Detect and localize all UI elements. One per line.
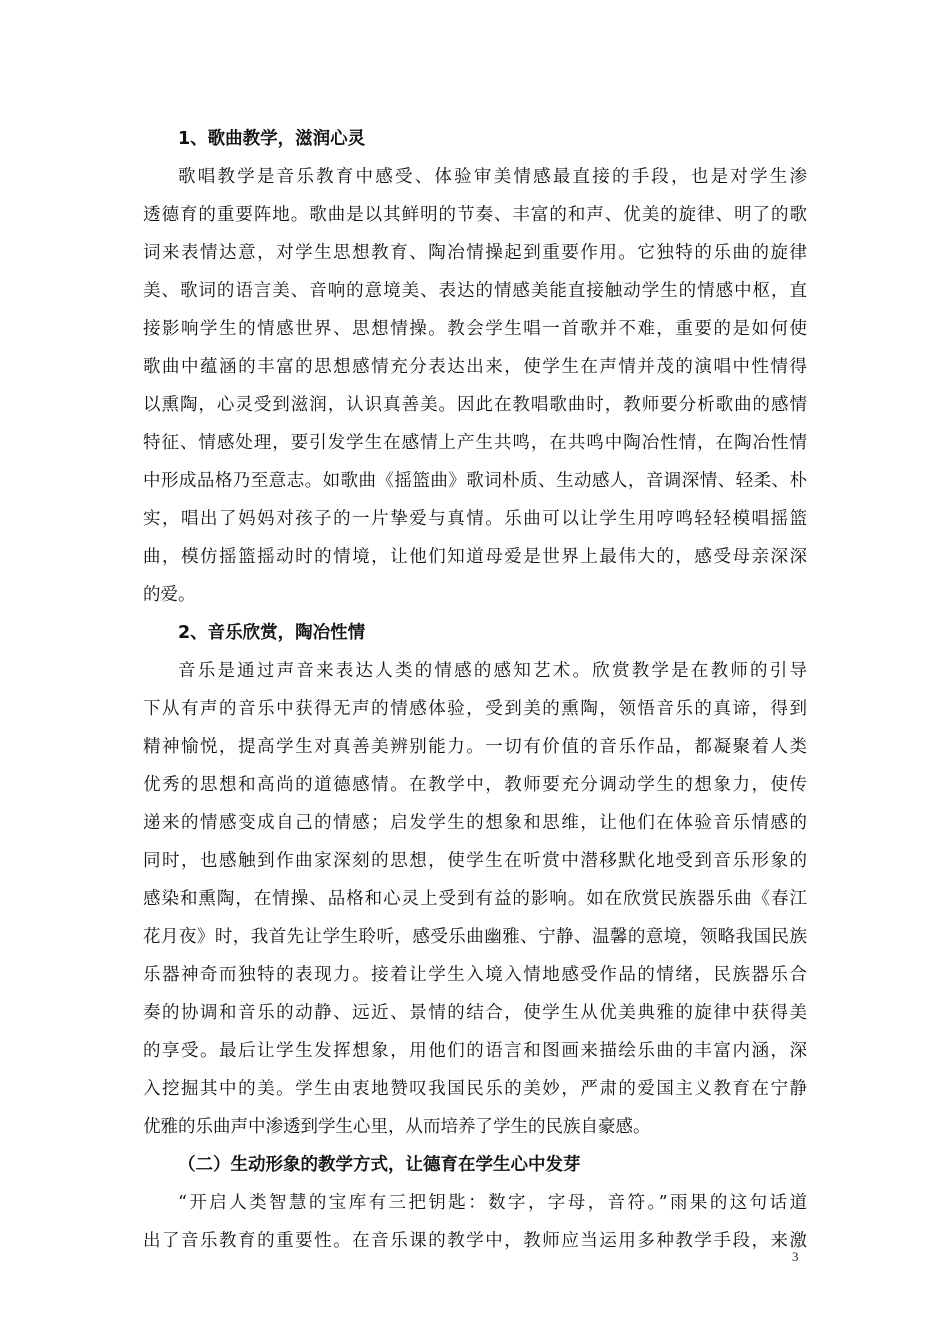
section-2-line: 乐器神奇而独特的表现力。接着让学生入境入情地感受作品的情绪，民族器乐合 (143, 965, 807, 985)
section-2-line: 精神愉悦，提高学生对真善美辨别能力。一切有价值的音乐作品，都凝聚着人类 (143, 737, 807, 757)
section-1-line: 接影响学生的情感世界、思想情操。教会学生唱一首歌并不难，重要的是如何使 (143, 319, 807, 339)
section-1-heading: 1、歌曲教学，滋润心灵 (178, 129, 366, 149)
section-1-line: 歌唱教学是音乐教育中感受、体验审美情感最直接的手段，也是对学生渗 (178, 167, 807, 187)
section-2-line: 同时，也感触到作曲家深刻的思想，使学生在听赏中潜移默化地受到音乐形象的 (143, 851, 807, 871)
section-2-line: 下从有声的音乐中获得无声的情感体验，受到美的熏陶，领悟音乐的真谛，得到 (143, 699, 807, 719)
section-1-line: 中形成品格乃至意志。如歌曲《摇篮曲》歌词朴质、生动感人，音调深情、轻柔、朴 (143, 471, 807, 491)
section-2-line: 入挖掘其中的美。学生由衷地赞叹我国民乐的美妙，严肃的爱国主义教育在宁静 (143, 1079, 807, 1099)
section-2-line: 的享受。最后让学生发挥想象，用他们的语言和图画来描绘乐曲的丰富内涵，深 (143, 1041, 807, 1061)
section-1-line: 透德育的重要阵地。歌曲是以其鲜明的节奏、丰富的和声、优美的旋律、明了的歌 (143, 205, 807, 225)
section-1-line: 以熏陶，心灵受到滋润，认识真善美。因此在教唱歌曲时，教师要分析歌曲的感情 (143, 395, 807, 415)
section-1-line: 的爱。 (143, 585, 196, 605)
section-2-line: 递来的情感变成自己的情感；启发学生的想象和思维，让他们在体验音乐情感的 (143, 813, 807, 833)
section-2-line: 优秀的思想和高尚的道德感情。在教学中，教师要充分调动学生的想象力，使传 (143, 775, 807, 795)
section-3-heading: （二）生动形象的教学方式，让德育在学生心中发芽 (178, 1155, 581, 1175)
section-2-line: 奏的协调和音乐的动静、远近、景情的结合，使学生从优美典雅的旋律中获得美 (143, 1003, 807, 1023)
section-2-line: 感染和熏陶，在情操、品格和心灵上受到有益的影响。如在欣赏民族器乐曲《春江 (143, 889, 807, 909)
section-1-line: 美、歌词的语言美、音响的意境美、表达的情感美能直接触动学生的情感中枢，直 (143, 281, 807, 301)
section-2-line: 优雅的乐曲声中渗透到学生心里，从而培养了学生的民族自豪感。 (143, 1117, 651, 1137)
section-2-heading: 2、音乐欣赏，陶冶性情 (178, 623, 366, 643)
document-body (143, 120, 807, 1260)
section-1-line: 歌曲中蕴涵的丰富的思想感情充分表达出来，使学生在声情并茂的演唱中性情得 (143, 357, 807, 377)
section-2-line: 音乐是通过声音来表达人类的情感的感知艺术。欣赏教学是在教师的引导 (178, 661, 807, 681)
section-3-line: 出了音乐教育的重要性。在音乐课的教学中，教师应当运用多种教学手段，来激 (143, 1231, 807, 1251)
section-2-line: 花月夜》时，我首先让学生聆听，感受乐曲幽雅、宁静、温馨的意境，领略我国民族 (143, 927, 807, 947)
page-number: 3 (792, 1249, 799, 1264)
section-1-line: 曲，模仿摇篮摇动时的情境，让他们知道母爱是世界上最伟大的，感受母亲深深 (143, 547, 807, 567)
section-1-line: 词来表情达意，对学生思想教育、陶冶情操起到重要作用。它独特的乐曲的旋律 (143, 243, 807, 263)
section-1-line: 实，唱出了妈妈对孩子的一片挚爱与真情。乐曲可以让学生用哼鸣轻轻模唱摇篮 (143, 509, 807, 529)
section-1-line: 特征、情感处理，要引发学生在感情上产生共鸣，在共鸣中陶冶性情，在陶冶性情 (143, 433, 807, 453)
section-3-line: “开启人类智慧的宝库有三把钥匙：数字，字母，音符。”雨果的这句话道 (178, 1193, 807, 1213)
